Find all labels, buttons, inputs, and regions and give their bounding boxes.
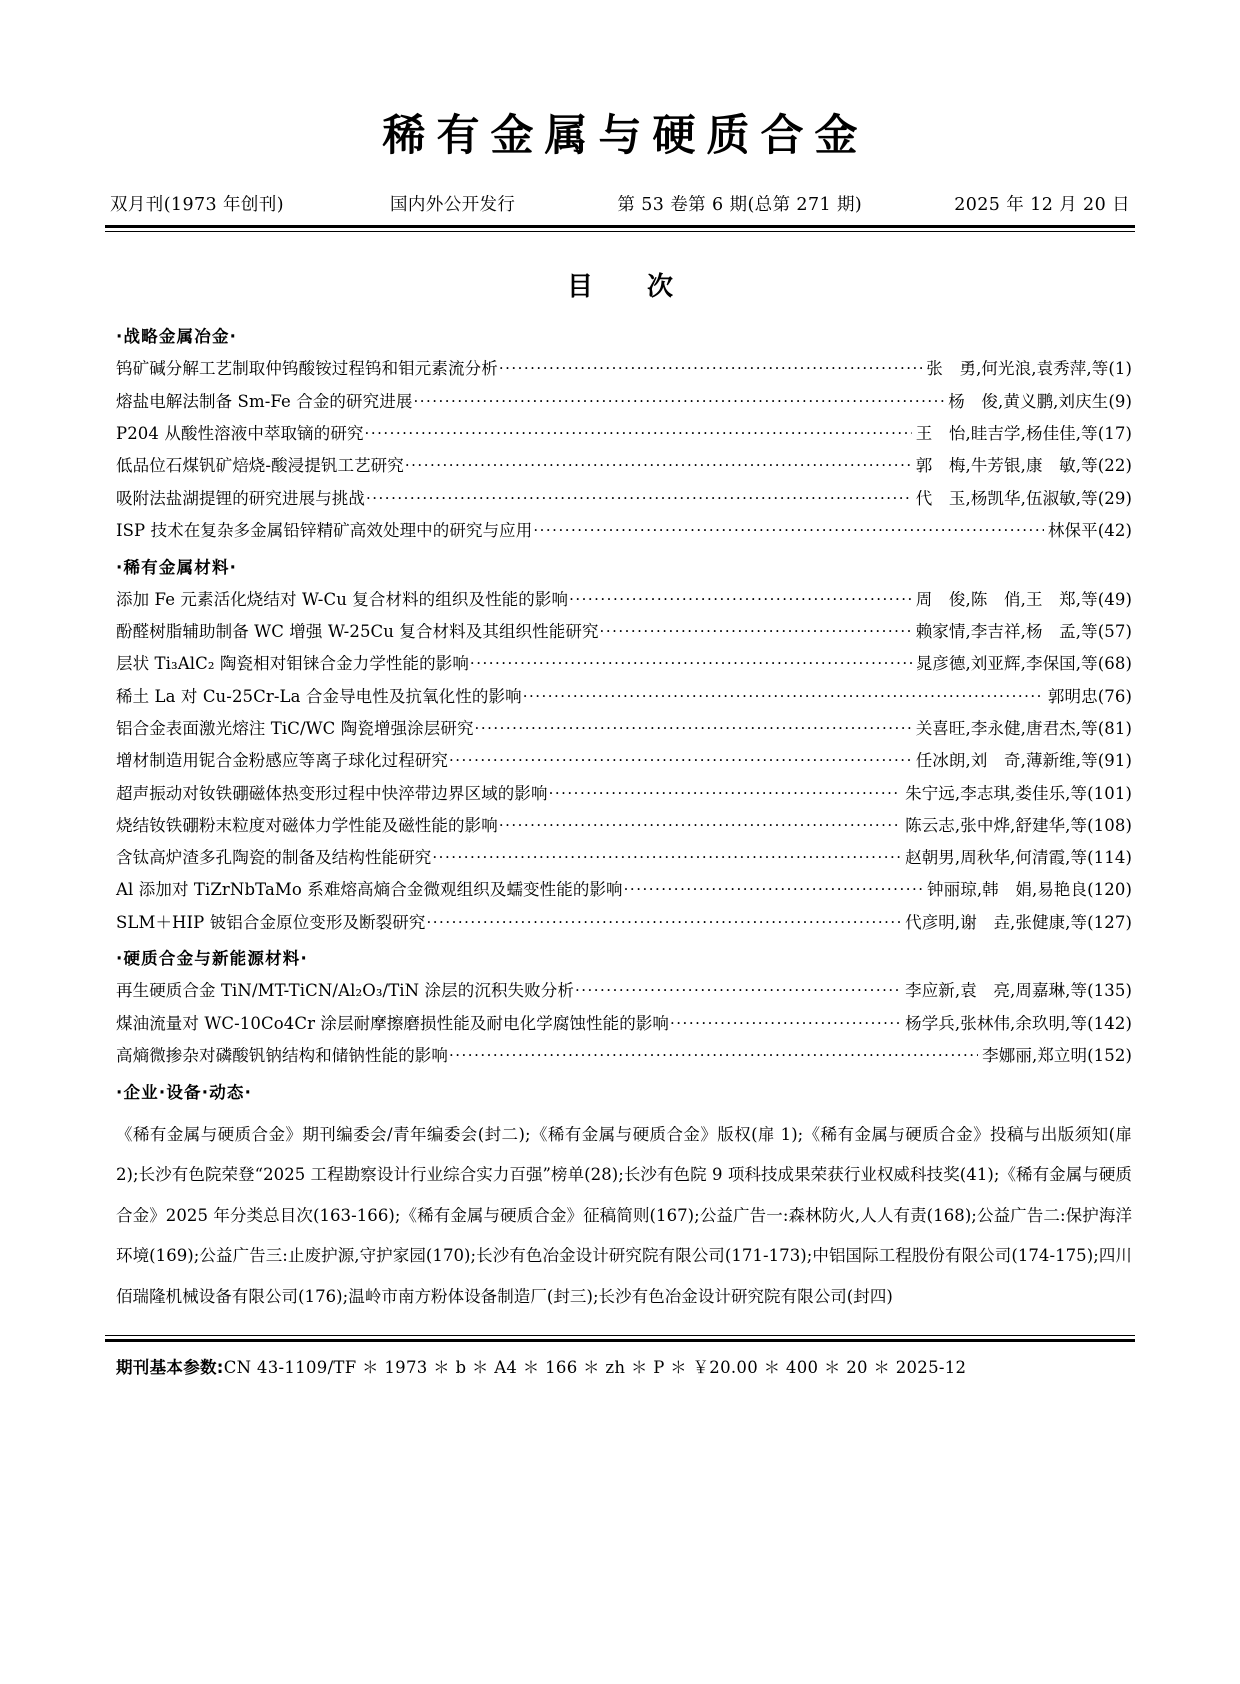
toc-entry[interactable] (116, 687, 1132, 707)
toc-entry-authors-page: 郭明忠(76) (1047, 686, 1132, 706)
toc-entry[interactable] (116, 1014, 1132, 1034)
leader-dots (448, 751, 912, 769)
toc-entry[interactable] (116, 392, 1132, 412)
toc-entry-title: 高熵微掺杂对磷酸钒钠结构和储钠性能的影响 (116, 1046, 448, 1066)
toc-entry-title: 吸附法盐湖提锂的研究进展与挑战 (116, 488, 365, 508)
toc-entry[interactable] (116, 521, 1132, 541)
toc-entry-authors-page: 代 玉,杨凯华,伍淑敏,等(29) (915, 488, 1132, 508)
toc-entry-title: Al 添加对 TiZrNbTaMo 系难熔高熵合金微观组织及蠕变性能的影响 (116, 880, 623, 900)
toc-entry[interactable] (116, 456, 1132, 476)
table-of-contents (116, 323, 1132, 1317)
leader-dots (574, 981, 901, 999)
toc-entry-title: 层状 Ti₃AlC₂ 陶瓷相对钼铼合金力学性能的影响 (116, 654, 469, 674)
leader-dots (623, 880, 923, 898)
toc-entry[interactable] (116, 816, 1132, 836)
toc-entry-title: SLM＋HIP 铍铝合金原位变形及断裂研究 (116, 912, 426, 932)
toc-entry-title: 再生硬质合金 TiN/MT-TiCN/Al₂O₃/TiN 涂层的沉积失败分析 (116, 981, 574, 1001)
toc-entry-authors-page: 朱宁远,李志琪,娄佳乐,等(101) (905, 783, 1132, 803)
toc-entry-title: 钨矿碱分解工艺制取仲钨酸铵过程钨和钼元素流分析 (116, 359, 498, 379)
masthead-divider (105, 225, 1135, 232)
toc-entry-authors-page: 赖家情,李吉祥,杨 孟,等(57) (915, 622, 1132, 642)
toc-entry[interactable] (116, 622, 1132, 642)
section-heading-strategic-metallurgy: ·战略金属冶金· (116, 327, 238, 347)
issue-info-line (110, 191, 1130, 216)
distribution-label: 国内外公开发行 (390, 195, 516, 216)
leader-dots (669, 1014, 901, 1032)
toc-entry[interactable] (116, 654, 1132, 674)
toc-entry-authors-page: 李应新,袁 亮,周嘉琳,等(135) (905, 981, 1132, 1001)
leader-dots (431, 848, 901, 866)
leader-dots (404, 456, 912, 474)
toc-entry-authors-page: 赵朝男,周秋华,何清霞,等(114) (905, 848, 1132, 868)
toc-entry-authors-page: 任冰朗,刘 奇,薄新维,等(91) (915, 751, 1132, 771)
toc-entry-authors-page: 陈云志,张中烨,舒建华,等(108) (905, 815, 1132, 835)
toc-entry-authors-page: 代彦明,谢 垚,张健康,等(127) (905, 912, 1132, 932)
toc-entry-title: 酚醛树脂辅助制备 WC 增强 W-25Cu 复合材料及其组织性能研究 (116, 622, 599, 642)
leader-dots (498, 359, 922, 377)
toc-entry-title: 低品位石煤钒矿焙烧-酸浸提钒工艺研究 (116, 456, 404, 476)
leader-dots (532, 521, 1044, 539)
toc-entry[interactable] (116, 913, 1132, 933)
toc-entry[interactable] (116, 784, 1132, 804)
toc-entry[interactable] (116, 489, 1132, 509)
toc-entry[interactable] (116, 751, 1132, 771)
leader-dots (548, 784, 901, 802)
volume-issue-label: 第 53 卷第 6 期(总第 271 期) (617, 195, 863, 216)
toc-entry-authors-page: 郭 梅,牛芳银,康 敏,等(22) (915, 456, 1132, 476)
leader-dots (448, 1046, 978, 1064)
toc-entry[interactable] (116, 359, 1132, 379)
issue-date-label: 2025 年 12 月 20 日 (954, 195, 1130, 216)
toc-entry-authors-page: 周 俊,陈 俏,王 郑,等(49) (915, 589, 1132, 609)
leader-dots (426, 913, 902, 931)
toc-entry-title: 烧结钕铁硼粉末粒度对磁体力学性能及磁性能的影响 (116, 815, 498, 835)
leader-dots (599, 622, 912, 640)
toc-entry-authors-page: 晁彦德,刘亚辉,李保国,等(68) (915, 654, 1132, 674)
section-heading-cemented-carbide-new-energy: ·硬质合金与新能源材料· (116, 949, 308, 969)
toc-entry-title: ISP 技术在复杂多金属铅锌精矿高效处理中的研究与应用 (116, 520, 533, 540)
toc-entry[interactable] (116, 424, 1132, 444)
toc-entry[interactable] (116, 880, 1132, 900)
toc-entry-authors-page: 杨 俊,黄义鹏,刘庆生(9) (948, 391, 1132, 411)
toc-entry-title: 煤油流量对 WC-10Co4Cr 涂层耐摩擦磨损性能及耐电化学腐蚀性能的影响 (116, 1013, 670, 1033)
toc-entry-authors-page: 杨学兵,张林伟,余玖明,等(142) (905, 1013, 1132, 1033)
toc-entry-title: P204 从酸性溶液中萃取镝的研究 (116, 424, 364, 444)
toc-entry[interactable] (116, 1046, 1132, 1066)
toc-entry[interactable] (116, 848, 1132, 868)
journal-parameters-label: 期刊基本参数: (116, 1357, 224, 1377)
leader-dots (365, 489, 912, 507)
journal-parameters-value: CN 43-1109/TF ＊ 1973 ＊ b ＊ A4 ＊ 166 ＊ zh ＊ P ＊ ￥20.00 ＊ 400 ＊ 20 ＊ 2025-12 (223, 1357, 967, 1377)
toc-entry[interactable] (116, 719, 1132, 739)
leader-dots (568, 590, 912, 608)
footer-divider (105, 1335, 1135, 1342)
toc-entry[interactable] (116, 590, 1132, 610)
toc-entry-title: 超声振动对钕铁硼磁体热变形过程中快淬带边界区域的影响 (116, 783, 548, 803)
leader-dots (364, 424, 912, 442)
leader-dots (498, 816, 901, 834)
leader-dots (412, 392, 944, 410)
journal-title: 稀有金属与硬质合金 (382, 111, 869, 161)
leader-dots (469, 654, 912, 672)
toc-entry-authors-page: 钟丽琼,韩 娟,易艳良(120) (927, 880, 1132, 900)
contents-heading: 目 次 (566, 272, 687, 303)
toc-entry-title: 添加 Fe 元素活化烧结对 W-Cu 复合材料的组织及性能的影响 (116, 589, 569, 609)
leader-dots (522, 687, 1044, 705)
section-heading-rare-metal-materials: ·稀有金属材料· (116, 557, 238, 577)
toc-entry-title: 熔盐电解法制备 Sm-Fe 合金的研究进展 (116, 391, 413, 411)
toc-entry-authors-page: 张 勇,何光浪,袁秀萍,等(1) (926, 359, 1132, 379)
toc-entry[interactable] (116, 981, 1132, 1001)
toc-entry-title: 铝合金表面激光熔注 TiC/WC 陶瓷增强涂层研究 (116, 718, 474, 738)
toc-entry-authors-page: 林保平(42) (1047, 520, 1132, 540)
toc-entry-title: 增材制造用铌合金粉感应等离子球化过程研究 (116, 751, 448, 771)
toc-entry-authors-page: 王 怡,眭吉学,杨佳佳,等(17) (915, 424, 1132, 444)
leader-dots (474, 719, 912, 737)
periodicity-label: 双月刊(1973 年创刊) (110, 195, 284, 216)
journal-basic-parameters (116, 1354, 1124, 1378)
section-heading-enterprise-equipment-news: ·企业·设备·动态· (116, 1082, 253, 1102)
toc-entry-title: 稀土 La 对 Cu-25Cr-La 合金导电性及抗氧化性的影响 (116, 686, 522, 706)
toc-entry-authors-page: 关喜旺,李永健,唐君杰,等(81) (915, 718, 1132, 738)
dynamics-paragraph: 《稀有金属与硬质合金》期刊编委会/青年编委会(封二);《稀有金属与硬质合金》版权(扉 1);《稀有金属与硬质合金》投稿与出版须知(扉 2);长沙有色院荣登“2025 工程勘察设计行业综合实力百强”榜单(28);长沙有色院 9 项科技成果荣获行业权威科技奖(41);《稀有金属与硬质合金》2025 年分类总目次(163-166);《稀有金属与硬质合金》征稿简则(167);公益广告一:森林防火,人人有责(168);公益广告二:保护海洋环境(169);公益广告三:止废护源,守护家园(170);长沙有色冶金设计研究院有限公司(171-173);中铝国际工程股份有限公司(174-175);四川佰瑞隆机械设备有限公司(176);温岭市南方粉体设备制造厂(封三);长沙有色冶金设计研究院有限公司(封四) (116, 1124, 1132, 1306)
masthead (0, 0, 1240, 232)
toc-entry-authors-page: 李娜丽,郑立明(152) (982, 1046, 1132, 1066)
toc-entry-title: 含钛高炉渣多孔陶瓷的制备及结构性能研究 (116, 848, 432, 868)
